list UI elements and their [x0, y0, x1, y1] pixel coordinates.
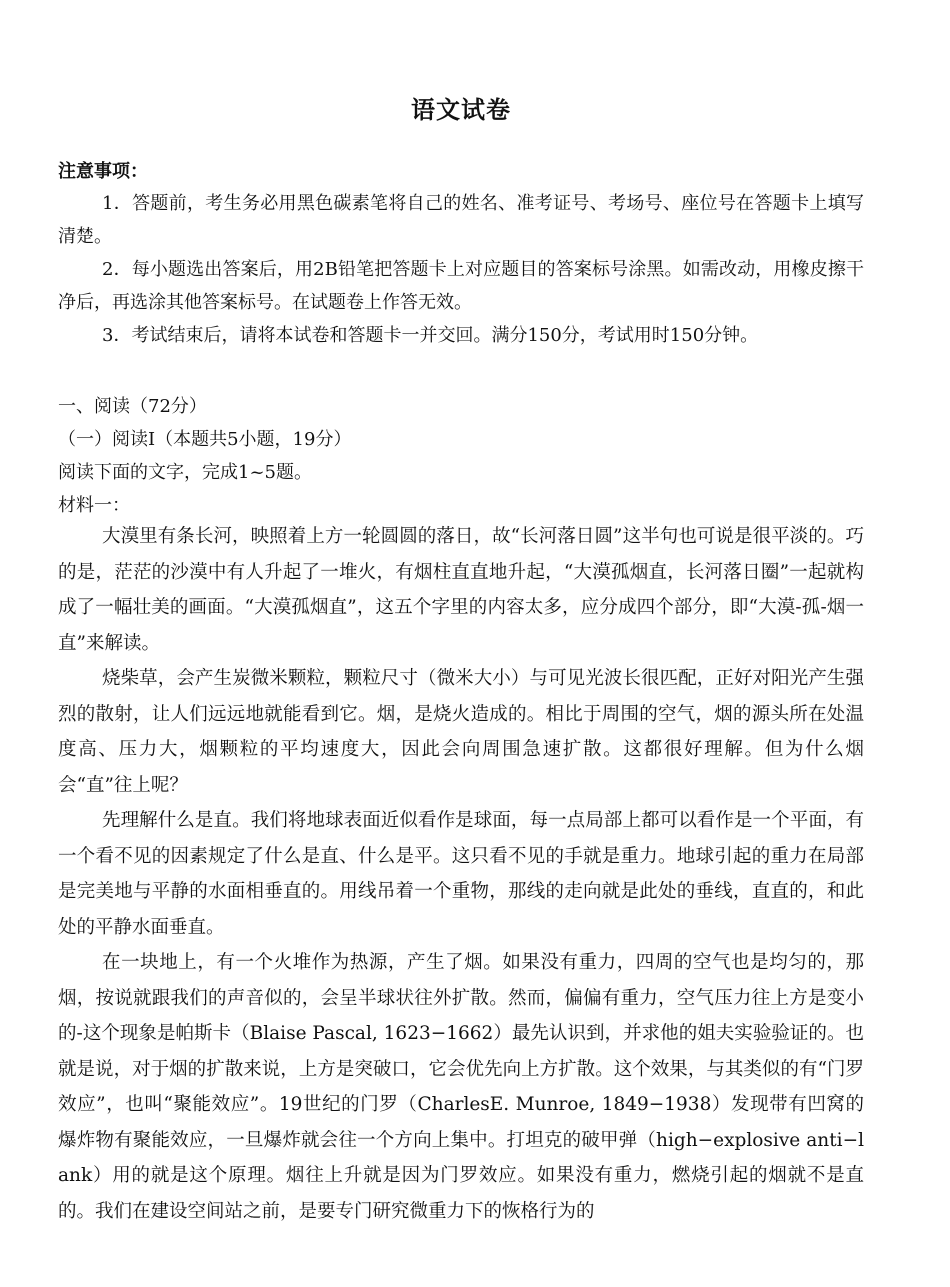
notice-item: 1．答题前，考生务必用黑色碳素笔将自己的姓名、准考证号、考场号、座位号在答题卡上填写清楚。 — [58, 193, 864, 247]
passage-paragraph: 先理解什么是直。我们将地球表面近似看作是球面，每一点局部上都可以看作是一个平面，有一个看不见的因素规定了什么是直、什么是平。这只看不见的手就是重力。地球引起的重力在局部是完美地与平静的水面相垂直的。用线吊着一个重物，那线的走向就是此处的垂线，直直的，和此处的平静水面垂直。 — [58, 810, 864, 938]
material-label: 材料一： — [58, 495, 130, 516]
notice-item: 2．每小题选出答案后，用2B铅笔把答题卡上对应题目的答案标号涂黑。如需改动，用橡皮擦干净后，再选涂其他答案标号。在试题卷上作答无效。 — [58, 259, 864, 313]
notice-heading: 注意事项： — [58, 161, 148, 182]
passage-paragraph: 在一块地上，有一个火堆作为热源，产生了烟。如果没有重力，四周的空气也是均匀的，那烟，按说就跟我们的声音似的，会呈半球状往外扩散。然而，偏偏有重力，空气压力往上方是变小的-这个现象是帕斯卡（Blaise Pascal, 1623−1662）最先认识到，并求他的姐夫实验验证的。也就是说，对于烟的扩散来说，上方是突破口，它会优先向上方扩散。这个效果，与其类似的有“门罗效应”，也叫“聚能效应”。19世纪的门罗（CharlesE. Munroe, 1849−1938）发现带有凹窝的爆炸物有聚能效应，一旦爆炸就会往一个方向上集中。打坦克的破甲弹（high−explosive anti−lank）用的就是这个原理。烟往上升就是因为门罗效应。如果没有重力，燃烧引起的烟就不是直的。我们在建设空间站之前，是要专门研究微重力下的恢格行为的 — [58, 952, 864, 1222]
section-header-block — [58, 390, 864, 522]
exam-title: 语文试卷 — [411, 95, 511, 124]
passage-paragraph: 烧柴草，会产生炭微米颗粒，颗粒尺寸（微米大小）与可见光波长很匹配，正好对阳光产生强烈的散射，让人们远远地就能看到它。烟，是烧火造成的。相比于周围的空气，烟的源头所在处温度高、压力大，烟颗粒的平均速度大，因此会向周围急速扩散。这都很好理解。但为什么烟会“直”往上呢？ — [58, 668, 864, 796]
reading-passage — [58, 519, 864, 1229]
section-subheading: （一）阅读I（本题共5小题，19分） — [58, 429, 352, 450]
passage-paragraph: 大漠里有条长河，映照着上方一轮圆圆的落日，故“长河落日圆”这半句也可说是很平淡的。巧的是，茫茫的沙漠中有人升起了一堆火，有烟柱直直地升起，“大漠孤烟直，长河落日圈”一起就构成了一幅壮美的画面。“大漠孤烟直”，这五个字里的内容太多，应分成四个部分，即“大漠-孤-烟一直”来解读。 — [58, 526, 864, 654]
section-heading: 一、阅读（72分） — [58, 396, 207, 417]
section-instruction: 阅读下面的文字，完成1~5题。 — [58, 462, 312, 483]
notice-item: 3．考试结束后，请将本试卷和答题卡一并交回。满分150分，考试用时150分钟。 — [102, 325, 759, 346]
notice-list — [58, 187, 864, 352]
